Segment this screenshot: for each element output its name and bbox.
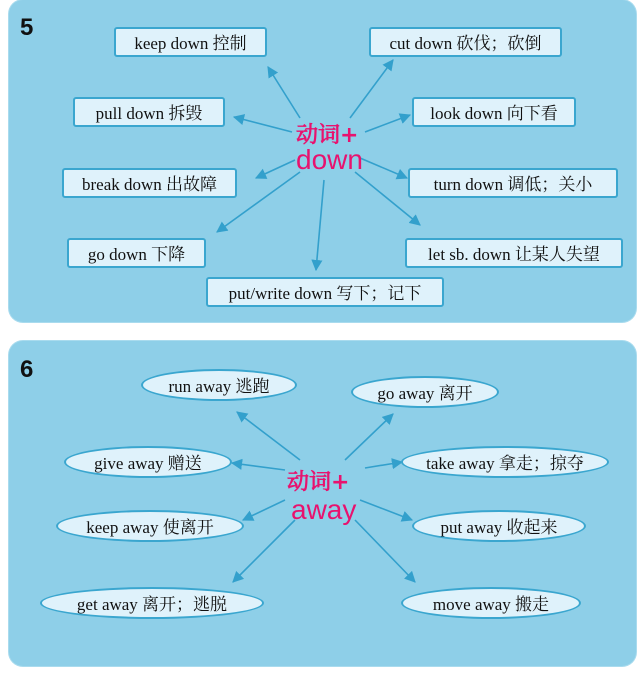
node-give-away: give away 赠送: [64, 446, 232, 478]
center-particle-away: away: [291, 494, 357, 525]
node-keep-down: keep down 控制: [114, 27, 267, 57]
arrow: [316, 180, 324, 270]
arrow: [345, 414, 393, 460]
arrow: [232, 463, 285, 470]
arrow: [360, 500, 412, 520]
node-keep-away: keep away 使离开: [56, 510, 244, 542]
arrow: [233, 520, 295, 582]
node-look-down: look down 向下看: [412, 97, 576, 127]
arrow: [365, 462, 402, 468]
center-verb-label: 动词+: [296, 123, 359, 148]
node-move-away: move away 搬走: [401, 587, 581, 619]
arrow: [268, 67, 300, 118]
node-go-down: go down 下降: [67, 238, 206, 268]
arrow: [350, 60, 393, 118]
arrow: [355, 520, 415, 582]
section-number: 6: [20, 356, 34, 383]
node-get-away: get away 离开；逃脱: [40, 587, 264, 619]
node-put-write-down: put/write down 写下；记下: [206, 277, 444, 307]
node-run-away: run away 逃跑: [141, 369, 297, 401]
arrow: [243, 500, 285, 520]
center-particle-down: down: [296, 144, 363, 175]
arrow: [365, 115, 410, 132]
arrow: [234, 117, 292, 132]
node-turn-down: turn down 调低；关小: [408, 168, 618, 198]
arrow: [237, 412, 300, 460]
arrow: [360, 158, 407, 178]
node-cut-down: cut down 砍伐；砍倒: [369, 27, 562, 57]
node-take-away: take away 拿走；掠夺: [401, 446, 609, 478]
section-number: 5: [20, 14, 34, 41]
node-let-down: let sb. down 让某人失望: [405, 238, 623, 268]
node-pull-down: pull down 拆毁: [73, 97, 225, 127]
arrow: [256, 160, 295, 178]
center-verb-label: 动词+: [287, 470, 350, 495]
node-go-away: go away 离开: [351, 376, 499, 408]
node-break-down: break down 出故障: [62, 168, 237, 198]
node-put-away: put away 收起来: [412, 510, 586, 542]
